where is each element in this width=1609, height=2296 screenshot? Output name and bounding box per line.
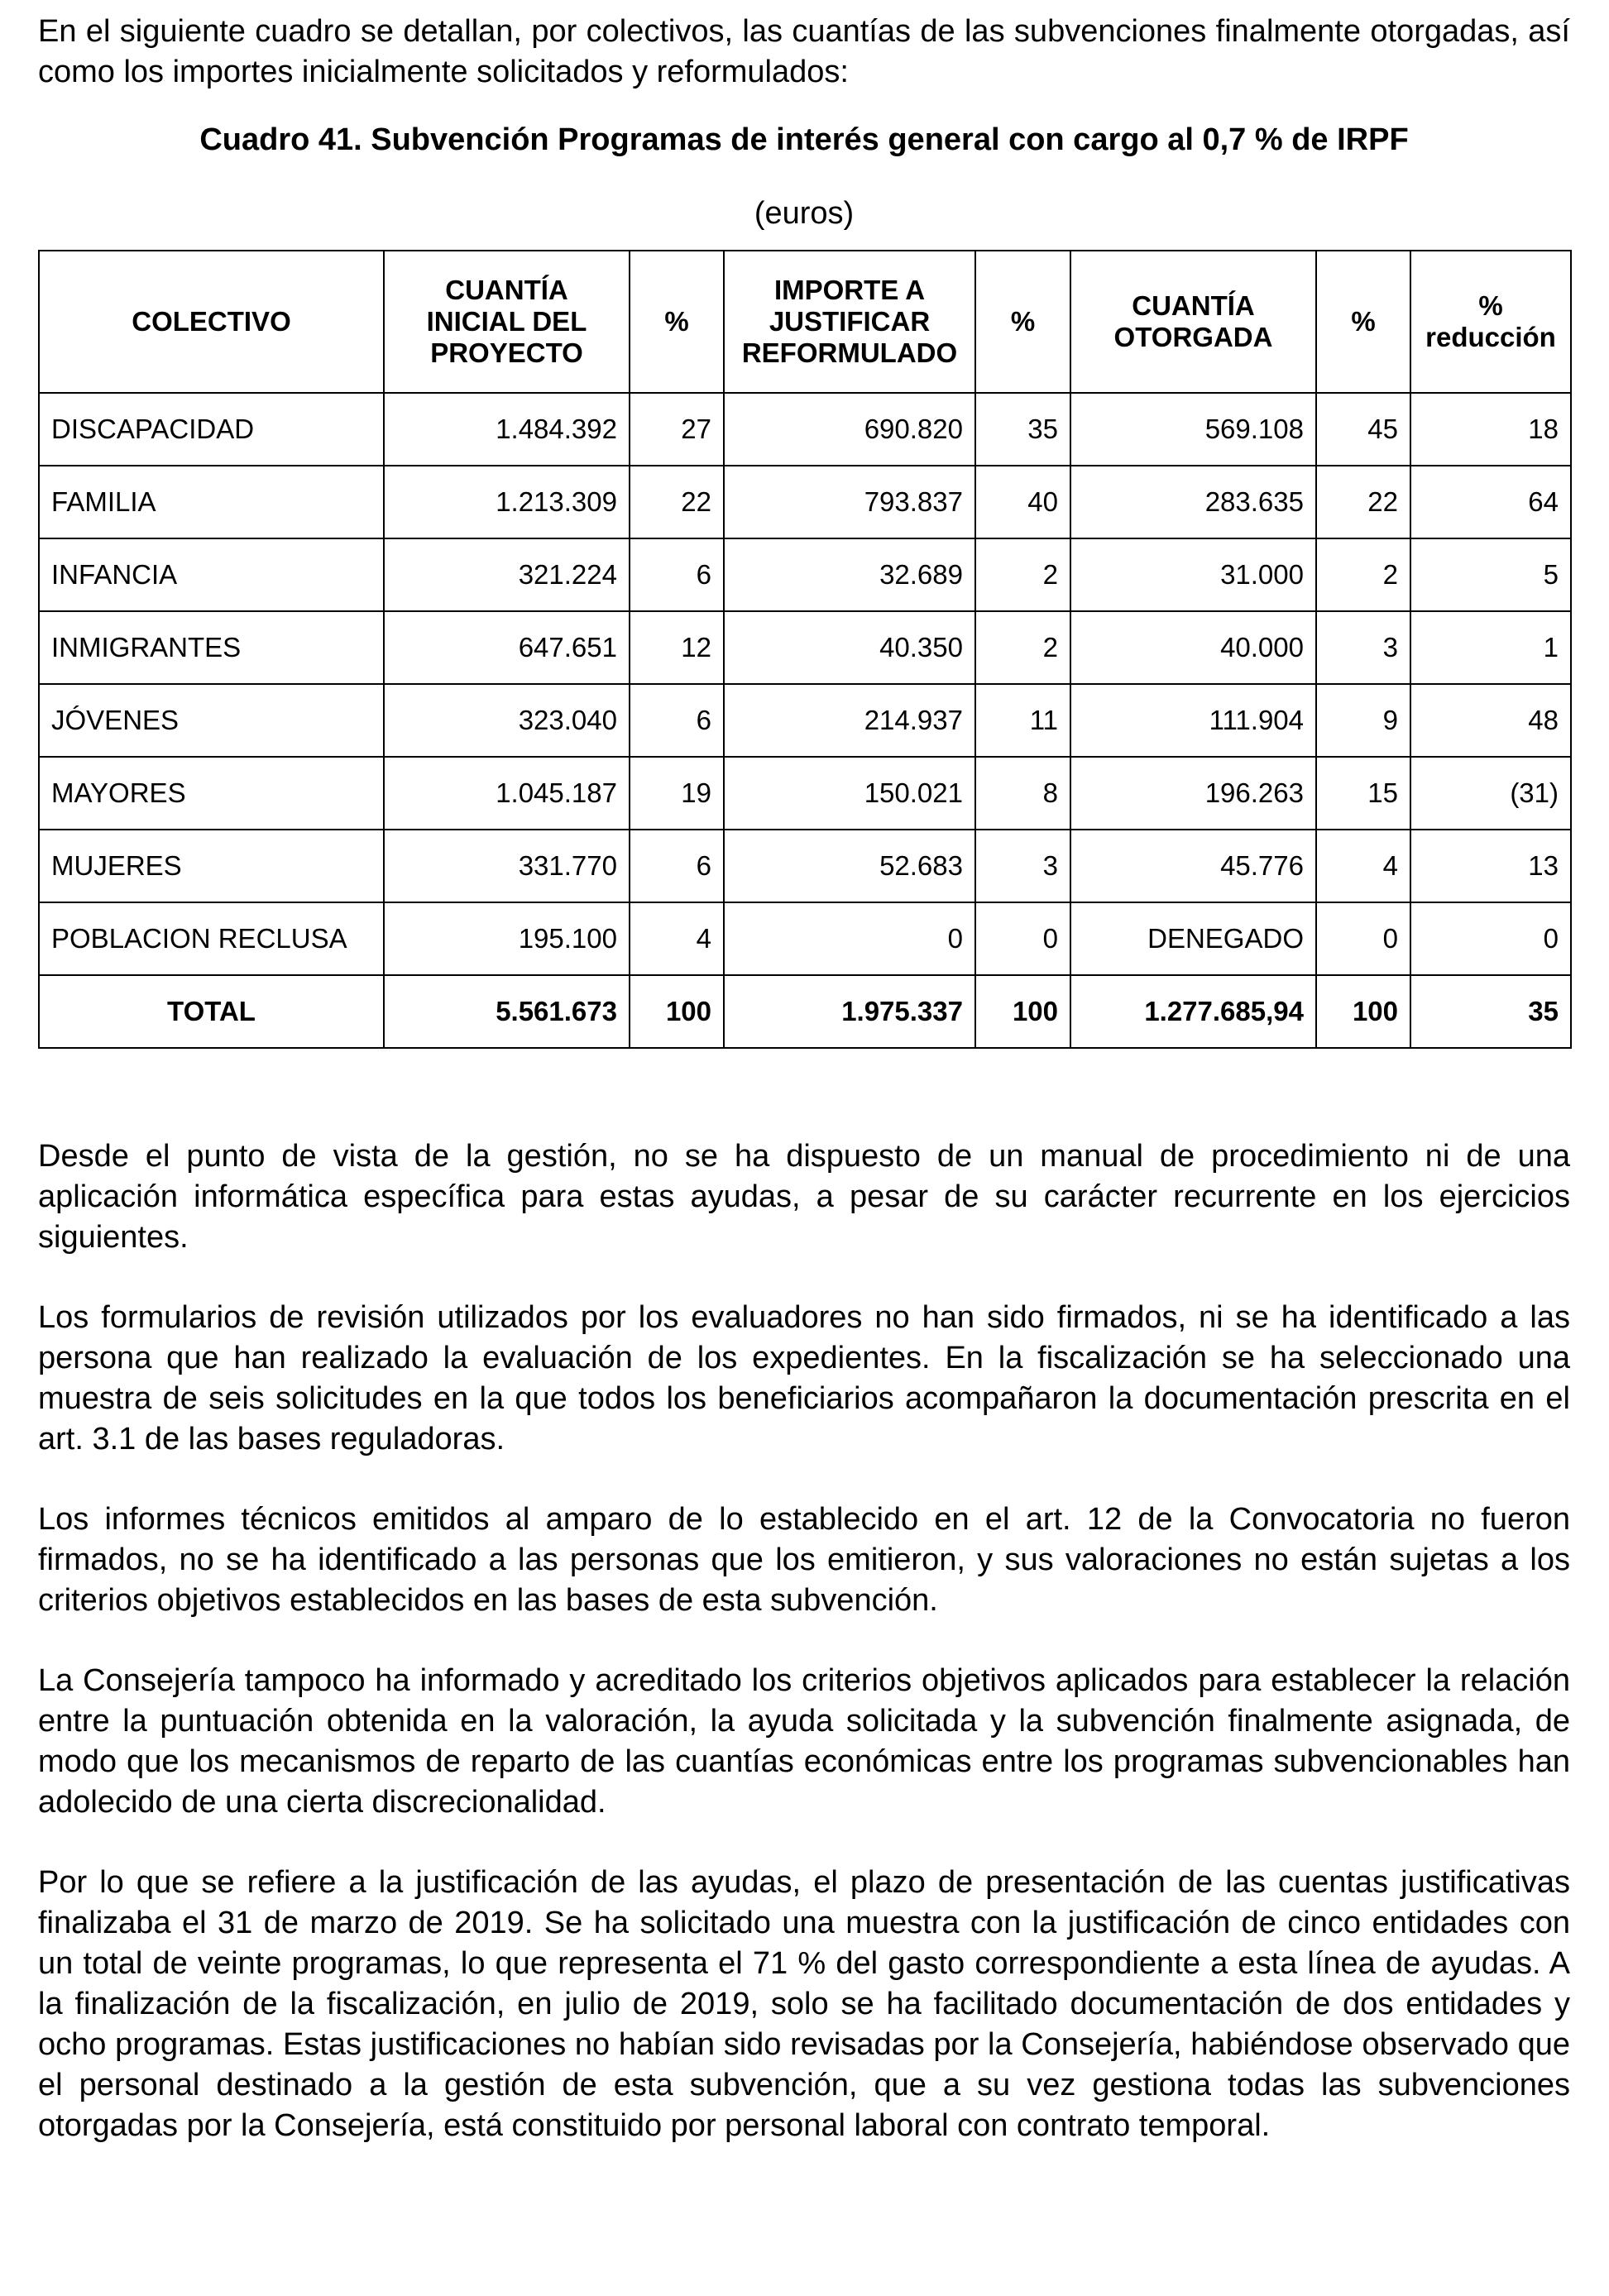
cell-reformulado: 52.683	[724, 830, 975, 902]
header-cuantia-otorgada: CUANTÍA OTORGADA	[1070, 251, 1316, 393]
cell-inicial: 331.770	[384, 830, 630, 902]
cell-reduccion: 1	[1410, 611, 1571, 684]
paragraph-gestion: Desde el punto de vista de la gestión, no se ha dispuesto de un manual de procedimiento ni de una aplicación informática específica para estas ayudas, a pesar de su carácter recurrente en los ejercicios siguientes.	[38, 1139, 1570, 1255]
paragraph-formularios: Los formularios de revisión utilizados por los evaluadores no han sido firmados, ni se ha identificado a las persona que han realizado la evaluación de los expedientes. En la fiscalización se ha seleccionado una muestra de seis solicitudes en la que todos los beneficiarios acompañaron la documentación prescrita en el art. 3.1 de las bases reguladoras.	[38, 1300, 1570, 1457]
cell-inicial: 1.213.309	[384, 466, 630, 538]
cell-reformulado: 0	[724, 902, 975, 975]
cell-total-reformulado: 1.975.337	[724, 975, 975, 1048]
cell-pct-reformulado: 11	[975, 684, 1070, 757]
table-row	[39, 611, 1571, 684]
table-header-row	[39, 251, 1571, 393]
cell-colectivo: JÓVENES	[39, 684, 384, 757]
cell-pct-inicial: 6	[630, 830, 724, 902]
cell-reduccion: 0	[1410, 902, 1571, 975]
cell-inicial: 1.484.392	[384, 393, 630, 466]
cell-pct-reformulado: 2	[975, 538, 1070, 611]
paragraph-justificacion: Por lo que se refiere a la justificación de las ayudas, el plazo de presentación de las cuentas justificativas finalizaba el 31 de marzo de 2019. Se ha solicitado una muestra con la justificación de cinco entidades con un total de veinte programas, lo que representa el 71 % del gasto correspondiente a esta línea de ayudas. A la finalización de la fiscalización, en julio de 2019, solo se ha facilitado documentación de dos entidades y ocho programas. Estas justificaciones no habían sido revisadas por la Consejería, habiéndose observado que el personal destinado a la gestión de esta subvención, que a su vez gestiona todas las subvenciones otorgadas por la Consejería, está constituido por personal laboral con contrato temporal.	[38, 1865, 1570, 2143]
cell-pct-otorgada: 9	[1316, 684, 1410, 757]
cell-reduccion: (31)	[1410, 757, 1571, 830]
cell-pct-inicial: 6	[630, 684, 724, 757]
cell-total-reduccion: 35	[1410, 975, 1571, 1048]
cell-colectivo: MAYORES	[39, 757, 384, 830]
cell-total-pct-reformulado: 100	[975, 975, 1070, 1048]
cell-pct-inicial: 12	[630, 611, 724, 684]
cell-pct-inicial: 19	[630, 757, 724, 830]
cell-inicial: 1.045.187	[384, 757, 630, 830]
table-row	[39, 902, 1571, 975]
header-colectivo: COLECTIVO	[39, 251, 384, 393]
cell-pct-reformulado: 0	[975, 902, 1070, 975]
cell-inicial: 323.040	[384, 684, 630, 757]
body-text	[38, 1136, 1570, 2146]
cell-pct-otorgada: 2	[1316, 538, 1410, 611]
cell-reformulado: 690.820	[724, 393, 975, 466]
cell-otorgada: 45.776	[1070, 830, 1316, 902]
paragraph-informes: Los informes técnicos emitidos al amparo de lo establecido en el art. 12 de la Convocatoria no fueron firmados, no se ha identificado a las personas que los emitieron, y sus valoraciones no están sujetas a los criterios objetivos establecidos en las bases de esta subvención.	[38, 1502, 1570, 1618]
cell-total-label: TOTAL	[39, 975, 384, 1048]
cell-pct-otorgada: 0	[1316, 902, 1410, 975]
header-pct-reduccion: % reducción	[1410, 251, 1571, 393]
cell-otorgada: DENEGADO	[1070, 902, 1316, 975]
cell-inicial: 321.224	[384, 538, 630, 611]
cell-pct-inicial: 27	[630, 393, 724, 466]
table-row	[39, 538, 1571, 611]
cell-colectivo: INFANCIA	[39, 538, 384, 611]
subsidy-table	[38, 250, 1572, 1049]
cell-reduccion: 13	[1410, 830, 1571, 902]
cell-total-otorgada: 1.277.685,94	[1070, 975, 1316, 1048]
cell-pct-reformulado: 2	[975, 611, 1070, 684]
cell-pct-inicial: 22	[630, 466, 724, 538]
cell-reformulado: 32.689	[724, 538, 975, 611]
table-title: Cuadro 41. Subvención Programas de interés general con cargo al 0,7 % de IRPF	[199, 122, 1409, 157]
cell-pct-otorgada: 3	[1316, 611, 1410, 684]
cell-pct-reformulado: 3	[975, 830, 1070, 902]
header-pct-inicial: %	[630, 251, 724, 393]
table-row	[39, 830, 1571, 902]
cell-total-inicial: 5.561.673	[384, 975, 630, 1048]
cell-pct-otorgada: 22	[1316, 466, 1410, 538]
table-row	[39, 684, 1571, 757]
cell-reformulado: 150.021	[724, 757, 975, 830]
cell-colectivo: INMIGRANTES	[39, 611, 384, 684]
header-cuantia-inicial: CUANTÍA INICIAL DEL PROYECTO	[384, 251, 630, 393]
cell-colectivo: FAMILIA	[39, 466, 384, 538]
cell-otorgada: 283.635	[1070, 466, 1316, 538]
cell-pct-reformulado: 35	[975, 393, 1070, 466]
cell-colectivo: MUJERES	[39, 830, 384, 902]
table-row	[39, 757, 1571, 830]
document-page	[38, 12, 1570, 2186]
cell-otorgada: 569.108	[1070, 393, 1316, 466]
table-row	[39, 393, 1571, 466]
cell-reformulado: 214.937	[724, 684, 975, 757]
cell-reduccion: 18	[1410, 393, 1571, 466]
cell-reformulado: 793.837	[724, 466, 975, 538]
table-unit: (euros)	[754, 196, 855, 231]
cell-reduccion: 48	[1410, 684, 1571, 757]
cell-pct-reformulado: 8	[975, 757, 1070, 830]
cell-otorgada: 31.000	[1070, 538, 1316, 611]
cell-pct-inicial: 6	[630, 538, 724, 611]
cell-colectivo: POBLACION RECLUSA	[39, 902, 384, 975]
table-row	[39, 466, 1571, 538]
cell-pct-reformulado: 40	[975, 466, 1070, 538]
cell-reduccion: 64	[1410, 466, 1571, 538]
cell-inicial: 195.100	[384, 902, 630, 975]
cell-total-pct-inicial: 100	[630, 975, 724, 1048]
header-importe-justificar: IMPORTE A JUSTIFICAR REFORMULADO	[724, 251, 975, 393]
intro-paragraph: En el siguiente cuadro se detallan, por colectivos, las cuantías de las subvenciones finalmente otorgadas, así como los importes inicialmente solicitados y reformulados:	[38, 14, 1570, 89]
paragraph-criterios: La Consejería tampoco ha informado y acreditado los criterios objetivos aplicados para establecer la relación entre la puntuación obtenida en la valoración, la ayuda solicitada y la subvención finalmente asignada, de modo que los mecanismos de reparto de las cuantías económicas entre los programas subvencionables han adolecido de una cierta discrecionalidad.	[38, 1663, 1570, 1820]
cell-reformulado: 40.350	[724, 611, 975, 684]
header-pct-reformulado: %	[975, 251, 1070, 393]
cell-pct-inicial: 4	[630, 902, 724, 975]
cell-reduccion: 5	[1410, 538, 1571, 611]
cell-otorgada: 196.263	[1070, 757, 1316, 830]
cell-colectivo: DISCAPACIDAD	[39, 393, 384, 466]
cell-pct-otorgada: 45	[1316, 393, 1410, 466]
cell-total-pct-otorgada: 100	[1316, 975, 1410, 1048]
cell-pct-otorgada: 4	[1316, 830, 1410, 902]
header-pct-otorgada: %	[1316, 251, 1410, 393]
cell-inicial: 647.651	[384, 611, 630, 684]
cell-otorgada: 40.000	[1070, 611, 1316, 684]
cell-otorgada: 111.904	[1070, 684, 1316, 757]
table-total-row	[39, 975, 1571, 1048]
cell-pct-otorgada: 15	[1316, 757, 1410, 830]
